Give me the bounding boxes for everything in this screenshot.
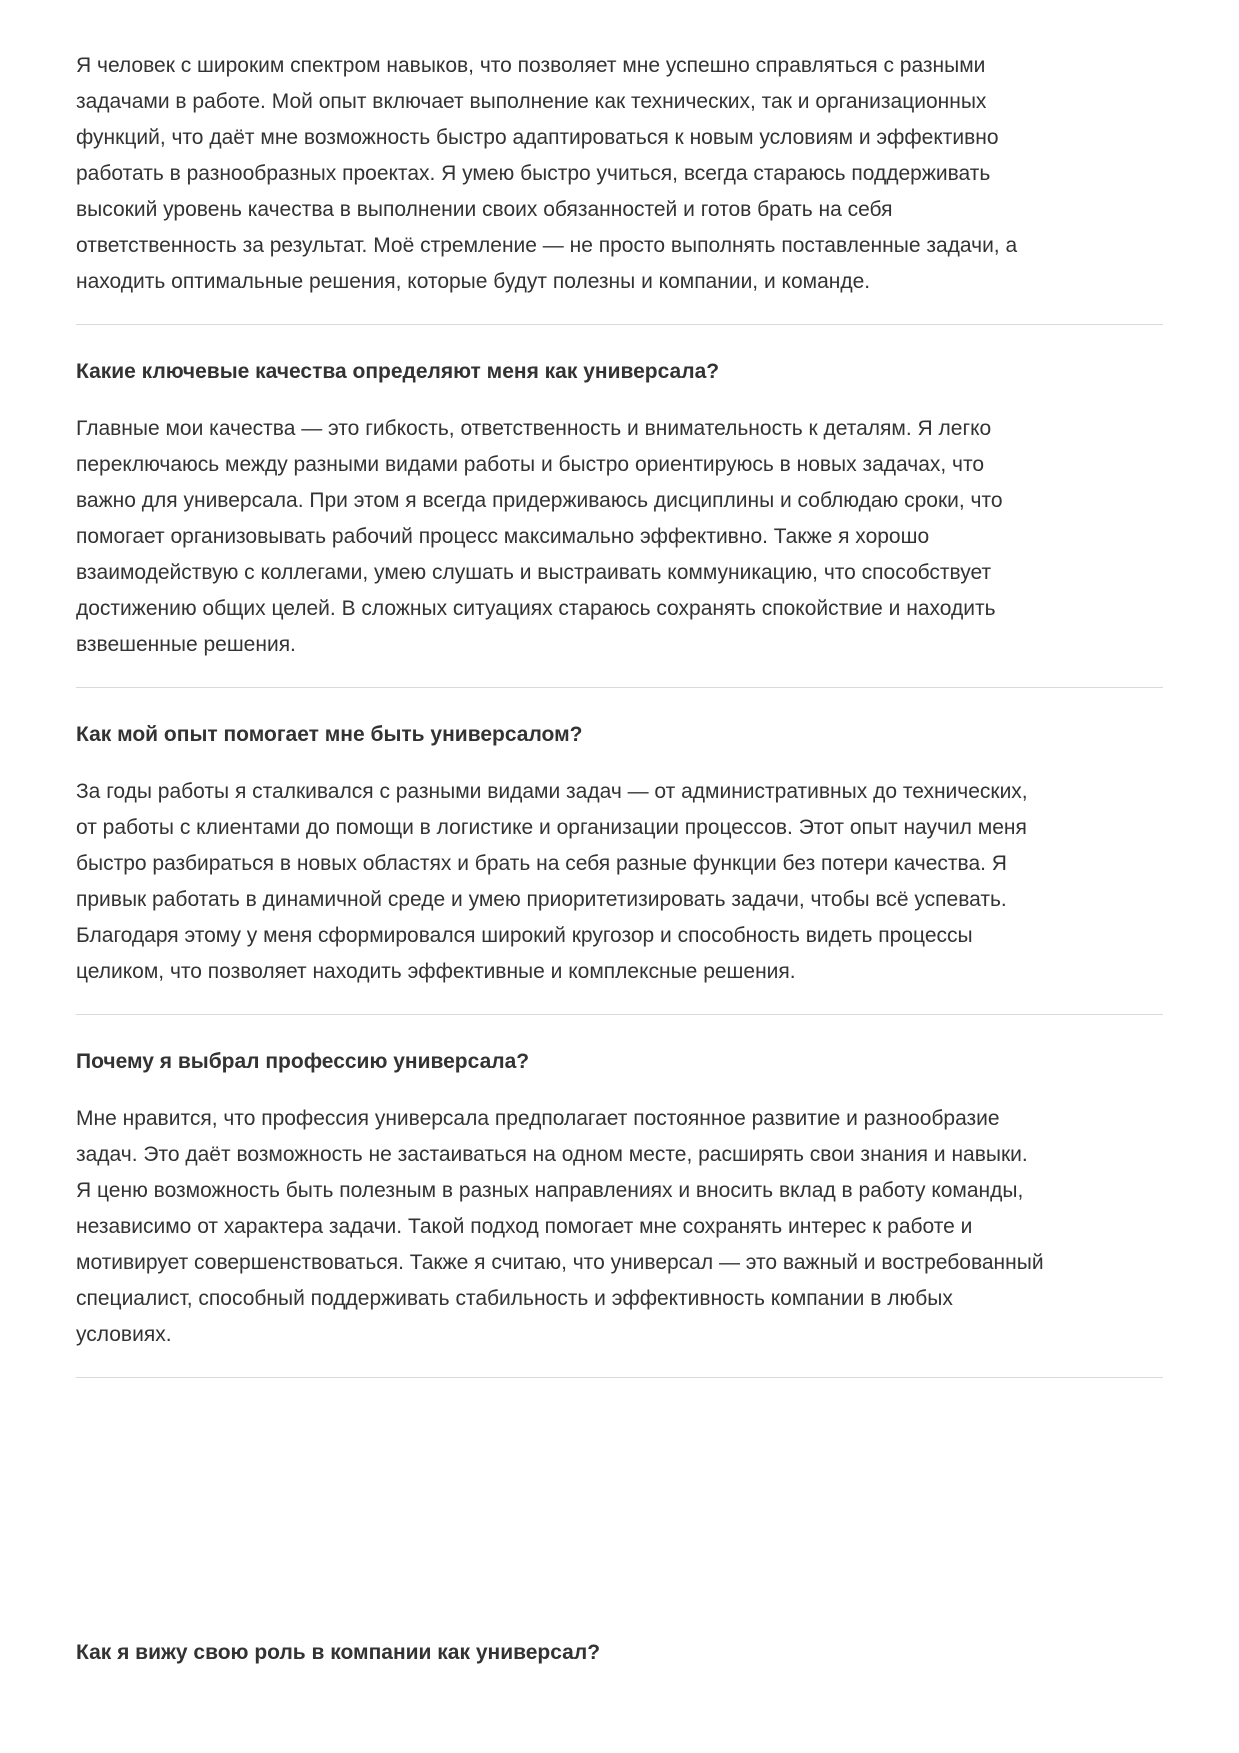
intro-paragraph: Я человек с широким спектром навыков, что позволяет мне успешно справляться с разными задачами в работе. Мой опыт включает выполнение как технических, так и организационных функций, что даёт мне возможность быстро адаптироваться к новым условиям и эффективно работать в разнообразных проектах. Я умею быстро учиться, всегда стараюсь поддерживать высокий уровень качества в выполнении своих обязанностей и готов брать на себя ответственность за результат. Моё стремление — не просто выполнять поставленные задачи, а находить оптимальные решения, которые будут полезны и компании, и команде. <box>76 54 1018 293</box>
section-divider <box>76 1377 1163 1378</box>
section-divider <box>76 1014 1163 1015</box>
section-paragraph: Мне нравится, что профессия универсала предполагает постоянное развитие и разнообразие задач. Это даёт возможность не застаиваться на одном месте, расширять свои знания и навыки. Я ценю возможность быть полезным в разных направлениях и вносить вклад в работу команды, независимо от характера задачи. Такой подход помогает мне сохранять интерес к работе и мотивирует совершенствоваться. Также я считаю, что универсал — это важный и востребованный специалист, способный поддерживать стабильность и эффективность компании в любых условиях. <box>76 1107 1044 1346</box>
section-heading: Как мой опыт помогает мне быть универсалом? <box>76 723 583 746</box>
section-heading: Как я вижу свою роль в компании как универсал? <box>76 1641 601 1664</box>
qa-section-experience <box>76 687 1163 990</box>
section-heading: Почему я выбрал профессию универсала? <box>76 1050 530 1073</box>
qa-section-role-in-company <box>76 1377 1163 1668</box>
qa-section-key-qualities <box>76 324 1163 663</box>
section-paragraph: Главные мои качества — это гибкость, ответственность и внимательность к деталям. Я легко переключаюсь между разными видами работы и быстро ориентируюсь в новых задачах, что важно для универсала. При этом я всегда придерживаюсь дисциплины и соблюдаю сроки, что помогает организовывать рабочий процесс максимально эффективно. Также я хорошо взаимодействую с коллегами, умею слушать и выстраивать коммуникацию, что способствует достижению общих целей. В сложных ситуациях стараюсь сохранять спокойствие и находить взвешенные решения. <box>76 417 1003 656</box>
section-heading: Какие ключевые качества определяют меня как универсала? <box>76 360 720 383</box>
section-divider <box>76 324 1163 325</box>
qa-section-why-profession <box>76 1014 1163 1353</box>
section-paragraph: За годы работы я сталкивался с разными видами задач — от административных до технических, от работы с клиентами до помощи в логистике и организации процессов. Этот опыт научил меня быстро разбираться в новых областях и брать на себя разные функции без потери качества. Я привык работать в динамичной среде и умею приоритетизировать задачи, чтобы всё успевать. Благодаря этому у меня сформировался широкий кругозор и способность видеть процессы целиком, что позволяет находить эффективные и комплексные решения. <box>76 780 1028 983</box>
section-divider <box>76 687 1163 688</box>
